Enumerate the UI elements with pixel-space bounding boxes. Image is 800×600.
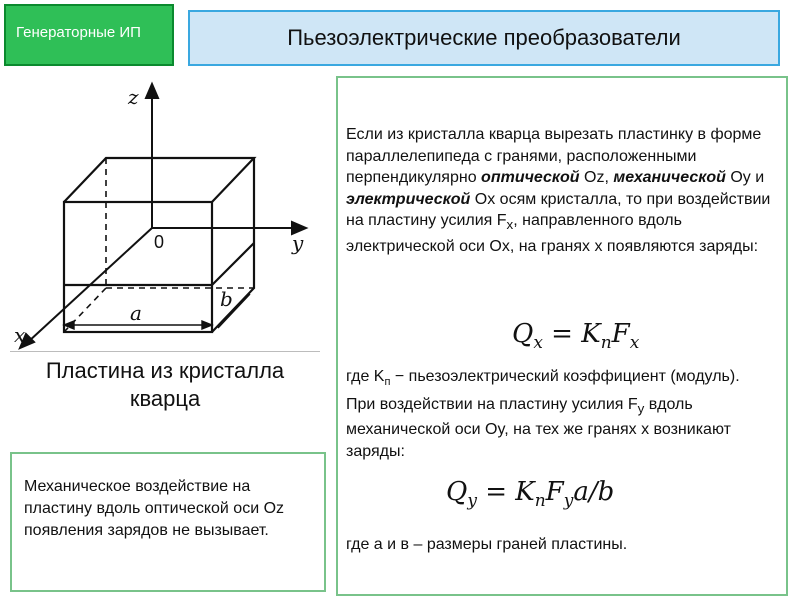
main-text-panel xyxy=(336,76,788,596)
formula-qy: $Q_y = K_nF_ya/b$ xyxy=(446,477,615,512)
axis-x-label: x xyxy=(14,323,26,347)
section-tag: Генераторные ИП xyxy=(4,4,174,66)
dim-a-arrow-left xyxy=(64,321,74,329)
axis-z-label: z xyxy=(128,85,139,109)
paragraph-intro: Если из кристалла кварца вырезать пластинку в форме параллелепипеда с гранями, расположенными перпендикулярно оптической Oz, механической Oy и электрической Ox осям кристалла, то при воздействии на пластину усилия $F_x$, направленного вдоль электрической оси Ox, на гранях x появляются заряды: xyxy=(346,126,771,255)
note-box: Механическое воздействие на пластину вдоль оптической оси Oz появления зарядов не вызывает. xyxy=(10,452,326,592)
formula-qx: $Q_x = K_nF_x$ xyxy=(512,319,640,354)
dim-a-label: a xyxy=(130,301,142,325)
box-right-face xyxy=(212,158,254,332)
caption-divider xyxy=(10,351,320,352)
axis-y-label: y xyxy=(292,231,304,255)
dim-a-arrow-right xyxy=(202,321,212,329)
dim-b-label: b xyxy=(220,287,233,311)
quartz-plate-diagram xyxy=(6,80,326,352)
box-top-face xyxy=(64,158,254,202)
box-right-mid-edge xyxy=(212,243,254,285)
paragraph-coefficient: где $K_п$ − пьезоэлектрический коэффициент (модуль). При воздействии на пластину усилия $F_y$ вдоль механической оси Oy, на тех же гранях x возникают заряды: xyxy=(346,368,740,460)
origin-label: 0 xyxy=(154,232,165,252)
paragraph-dimensions: где a и в – размеры граней пластины. xyxy=(346,536,628,553)
z-axis-arrowhead xyxy=(146,84,158,98)
diagram-caption: Пластина из кристалла кварца xyxy=(45,358,285,411)
slide-title: Пьезоэлектрические преобразователи xyxy=(188,10,780,66)
